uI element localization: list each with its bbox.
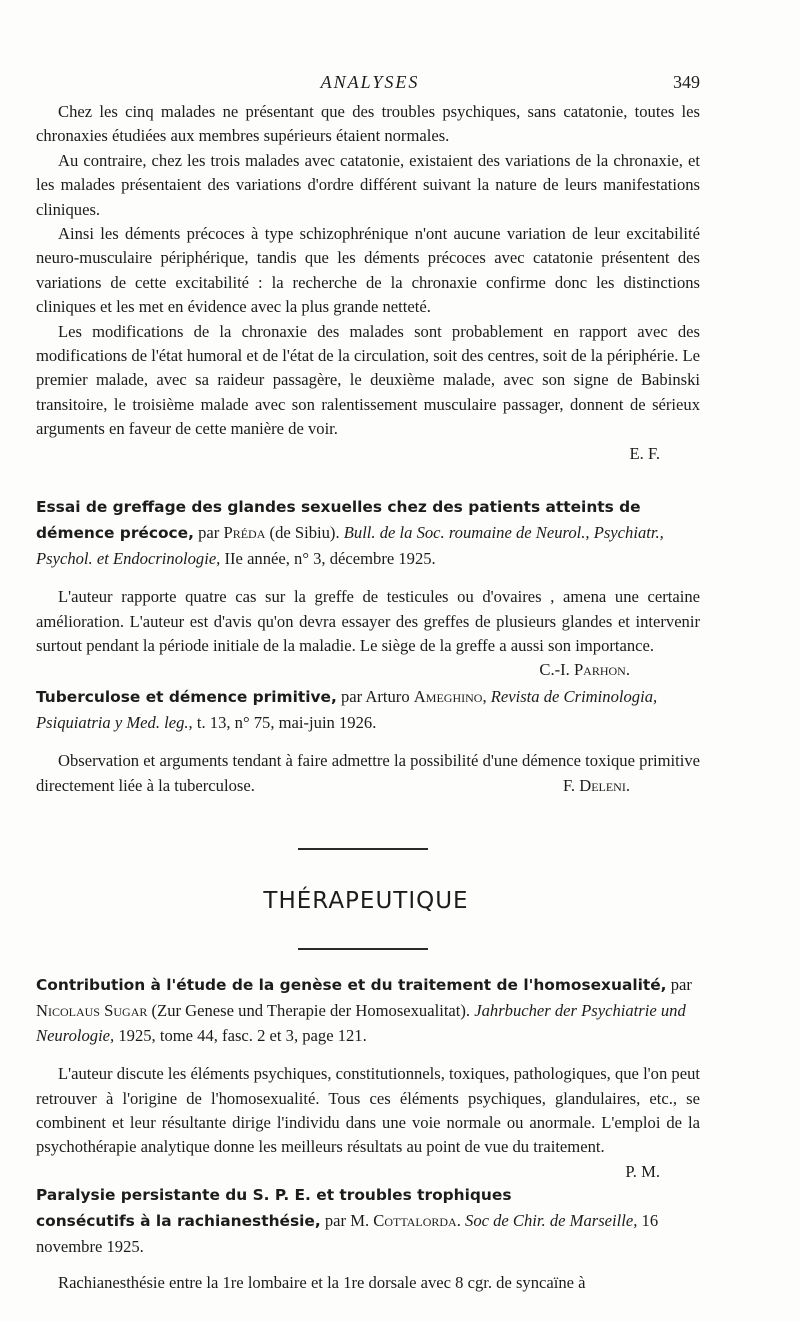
entry-text [36,585,700,680]
entry-ref-journal: Soc de Chir. de Marseille, [465,1210,638,1230]
entry-ref-plain: (de Sibiu). [269,523,340,543]
intro-paragraph: Chez les cinq malades ne présentant que des troubles psychiques, sans catatonie, toutes les chronaxies étudiées aux membres supérieurs étaient normales. [36,102,700,146]
entry-title [36,972,700,1048]
entry-author: Nicolaus Sugar [36,1001,148,1021]
entry-ref-journal: Revista de Criminologia, Psiquiatria y Med. leg., [36,687,658,733]
entry-ref-plain: (Zur Genese und Therapie der Homosexualitat). [151,1001,471,1021]
entry-title-text: Contribution à l'étude de la genèse et du traitement de l'homosexualité, [36,976,667,995]
entry-title [36,684,700,735]
entry-by: par [198,523,220,543]
intro-paragraph: Les modifications de la chronaxie des malades sont probablement en rapport avec des modifications de l'état humoral et de l'état de la circulation, soit des centres, soit de la périphérie. Le premier malade, avec sa raideur passagère, le deuxième malade, avec son signe de Babinski transitoire, le troisième malade avec son ralentissement musculaire passager, donnent de sérieux arguments en faveur de cette manière de voir. [36,321,700,439]
entry-by: par Arturo [340,687,410,707]
entry-ref-tail: IIe année, n° 3, décembre 1925. [224,549,436,569]
entry-text-body: L'auteur discute les éléments psychiques, constitutionnels, toxiques, pathologiques, que l'on peut retrouver à l'origine de l'homosexualité. Tous ces éléments psychiques, glandulaires, etc., se combinent et leur résultante dirige l'individu dans une voie normale ou anormale. L'emploi de la psychothérapie analytique donne les meilleurs résultats au point de vue du traitement. [36,1064,700,1157]
page-number: 349 [673,72,700,92]
entry-title [36,1182,700,1259]
entry-text [36,749,700,798]
entry-by: par [670,975,692,995]
entry-ref-journal: Jahrbucher der Psychiatrie und Neurologie, [36,1001,686,1046]
entry-author: Préda [223,523,266,543]
running-title: ANALYSES [320,72,420,92]
intro-signature: E. F. [629,443,660,463]
entry-ref-tail: t. 13, n° 75, mai-juin 1926. [196,713,377,733]
entry-signature: C.-I. Parhon. [539,660,630,680]
entry-ref-journal: Bull. de la Soc. roumaine de Neurol., Psychiatr., Psychol. et Endocrinologie, [36,523,664,569]
entry-text-body: L'auteur rapporte quatre cas sur la greffe de testicules ou d'ovaires , amena une certaine amélioration. L'auteur est d'avis qu'on devra essayer des greffes de plusieurs glandes et intervenir surtout pendant la période initiale de la maladie. Le siège de la greffe a aussi son importance. [36,587,700,655]
entry-signature: P. M. [625,1161,660,1181]
entry-ref-tail: 1925, tome 44, fasc. 2 et 3, page 121. [118,1026,367,1046]
entry-author: Ameghino, [413,687,487,707]
entry-text [36,1271,700,1295]
entry-by: par M. [324,1210,370,1230]
entry-title [36,494,700,571]
section-title: THÉRAPEUTIQUE [263,888,469,915]
entry-title-text: Tuberculose et démence primitive, [36,688,337,707]
section-divider-bottom [298,948,428,950]
intro-paragraph: Ainsi les déments précoces à type schizophrénique n'ont aucune variation de leur excitabilité neuro-musculaire périphérique, tandis que les déments précoces avec catatonie présentent des variations de cette excitabilité : la recherche de la chronaxie confirme donc les distinctions cliniques et les met en évidence avec la plus grande netteté. [36,224,700,317]
entry-title-text: Paralysie persistante du S. P. E. et troubles trophiques consécutifs à la rachianesthésie, [36,1185,512,1230]
entry-text-body: Rachianesthésie entre la 1re lombaire et la 1re dorsale avec 8 cgr. de syncaïne à [58,1272,586,1292]
entry-title-text: Essai de greffage des glandes sexuelles chez des patients atteints de démence précoce, [36,498,641,543]
page-header [0,72,800,96]
page-body [36,100,700,1295]
section-divider-top [298,848,428,850]
entry-ref-tail: 16 novembre 1925. [36,1210,659,1256]
entry-author: Cottalorda. [373,1210,461,1230]
intro-paragraph: Au contraire, chez les trois malades avec catatonie, existaient des variations de la chronaxie, et les malades présentaient des variations d'ordre différent suivant la nature de leurs manifestations cliniques. [36,150,700,219]
entry-text [36,1062,700,1181]
entry-signature: F. Deleni. [563,775,630,795]
entry-text-body: Observation et arguments tendant à faire admettre la possibilité d'une démence toxique primitive directement liée à la tuberculose. [36,751,700,795]
